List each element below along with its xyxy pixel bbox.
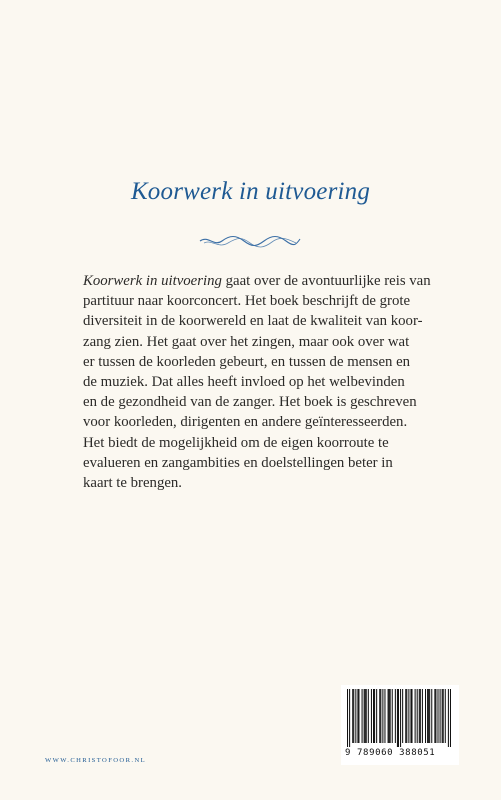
barcode-bar: [384, 689, 385, 743]
barcode-bar: [376, 689, 377, 743]
description-line: en de gezondheid van de zanger. Het boek is geschreven: [83, 394, 417, 411]
barcode-bar: [357, 689, 358, 743]
description-first-line: [83, 271, 431, 291]
barcode-bar: [362, 689, 363, 743]
barcode-bar: [395, 689, 396, 743]
barcode-bar: [428, 689, 429, 743]
barcode-bar: [355, 689, 356, 743]
description-line: de muziek. Dat alles heeft invloed op het welbevinden: [83, 374, 405, 391]
barcode-bar: [398, 689, 399, 747]
barcode-bar: [379, 689, 380, 743]
barcode-bar: [445, 689, 446, 743]
barcode-bar: [411, 689, 412, 743]
barcode-bar: [419, 689, 420, 743]
barcode-bar: [405, 689, 406, 743]
italic-book-title: Koorwerk in uitvoering: [83, 273, 222, 289]
isbn-number: 9 789060 388051: [345, 748, 436, 758]
description-line: diversiteit in de koorwereld en laat de kwaliteit van koor-: [83, 313, 423, 330]
barcode-bar: [388, 689, 389, 743]
barcode-bar: [347, 689, 348, 747]
barcode-bar: [420, 689, 421, 743]
barcode-bar: [364, 689, 365, 743]
barcode-bar: [371, 689, 372, 743]
isbn-barcode: [341, 685, 459, 765]
barcode-bar: [402, 689, 403, 743]
barcode-bar: [422, 689, 423, 743]
description-line: Het biedt de mogelijkheid om de eigen koorroute te: [83, 434, 389, 451]
description-line: partituur naar koorconcert. Het boek beschrijft de grote: [83, 293, 411, 310]
barcode-bar: [349, 689, 350, 747]
barcode-bar: [382, 689, 383, 743]
barcode-bar: [358, 689, 359, 743]
book-title: Koorwerk in uitvoering: [130, 178, 371, 205]
description-line: evalueren en zangambities en doelstellingen beter in: [83, 454, 393, 471]
barcode-bar: [431, 689, 432, 743]
barcode-bar: [365, 689, 366, 743]
first-line-text: gaat over de avontuurlijke reis van: [221, 273, 431, 289]
description-line: er tussen de koorleden gebeurt, en tussen de mensen en: [83, 353, 411, 370]
barcode-bar: [434, 689, 435, 743]
barcode-bar: [408, 689, 409, 743]
barcode-bar: [417, 689, 418, 743]
publisher-website: WWW.CHRISTOFOOR.NL: [45, 757, 147, 764]
barcode-bar: [410, 689, 411, 743]
barcode-bar: [406, 689, 407, 743]
barcode-bars: [347, 689, 453, 747]
description-line: kaart te brengen.: [83, 475, 183, 492]
barcode-bar: [397, 689, 398, 747]
barcode-bar: [374, 689, 375, 743]
barcode-bar: [380, 689, 381, 743]
barcode-bar: [352, 689, 353, 743]
barcode-bar: [415, 689, 416, 743]
barcode-bar: [448, 689, 449, 747]
barcode-bar: [429, 689, 430, 743]
barcode-bar: [443, 689, 444, 743]
barcode-bar: [353, 689, 354, 743]
barcode-bar: [373, 689, 374, 743]
barcode-bar: [392, 689, 393, 743]
barcode-bar: [450, 689, 451, 747]
barcode-bar: [400, 689, 401, 747]
barcode-bar: [366, 689, 367, 743]
description-paragraph: [83, 271, 431, 493]
barcode-bar: [390, 689, 391, 743]
description-line: voor koorleden, dirigenten en andere geïnteresseerden.: [83, 414, 408, 431]
description-line: zang zien. Het gaat over het zingen, maar ook over wat: [83, 333, 410, 350]
barcode-bar: [425, 689, 426, 743]
barcode-bar: [440, 689, 441, 743]
barcode-bar: [368, 689, 369, 743]
barcode-bar: [389, 689, 390, 743]
barcode-bar: [437, 689, 438, 743]
wave-ornament-icon: [198, 233, 302, 249]
barcode-bar: [427, 689, 428, 743]
barcode-bar: [442, 689, 443, 743]
barcode-bar: [435, 689, 436, 743]
